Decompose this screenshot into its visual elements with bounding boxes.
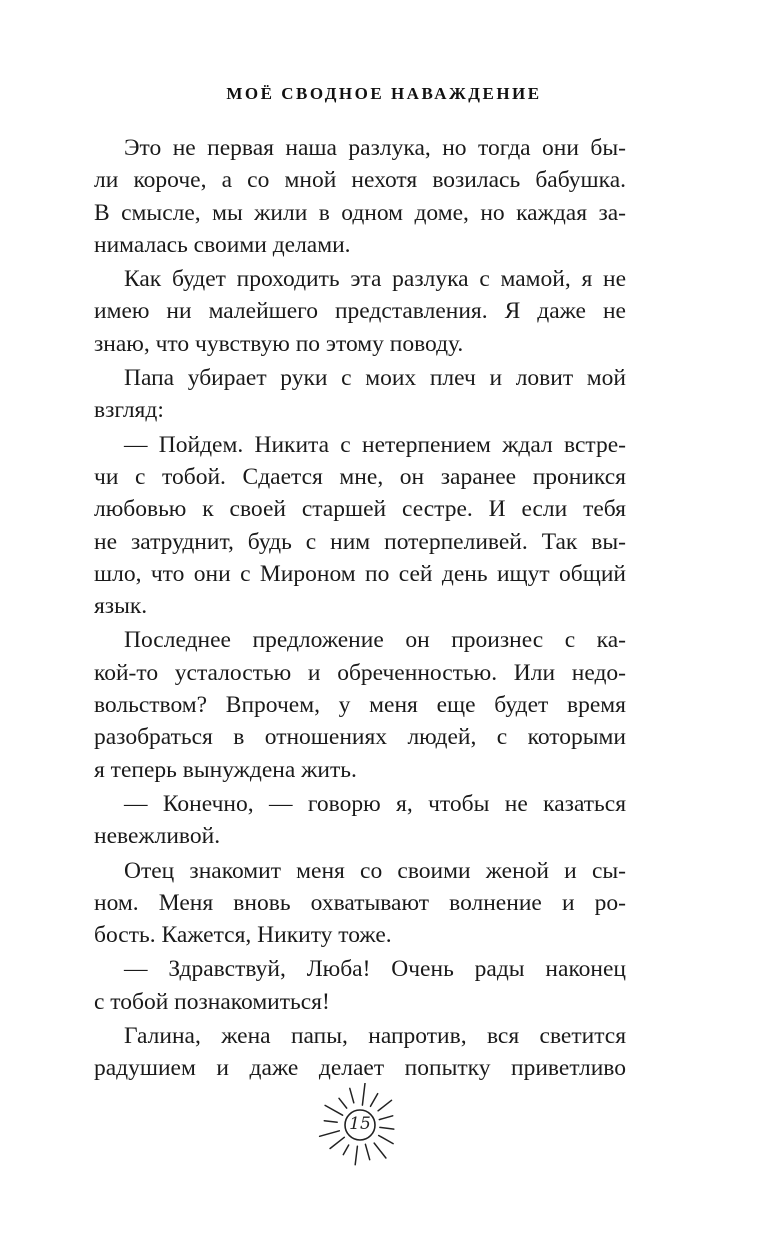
- text-line: — Пойдем. Никита с нетерпением ждал встре-: [124, 431, 626, 458]
- text-line: я теперь вынуждена жить.: [94, 756, 357, 783]
- text-line: Отец знакомит меня со своими женой и сы-: [124, 857, 626, 884]
- sun-ray: [355, 1146, 357, 1164]
- running-head: МОЁ СВОДНОЕ НАВАЖДЕНИЕ: [226, 84, 542, 103]
- text-line: не затруднит, будь с ним потерпеливей. Так вы-: [94, 528, 626, 555]
- paragraph: [94, 855, 626, 952]
- text-line: с тобой познакомиться!: [94, 988, 330, 1015]
- paragraph: [94, 953, 626, 1018]
- paragraph: [94, 624, 626, 785]
- sun-ray: [362, 1083, 365, 1105]
- text-line: Папа убирает руки с моих плеч и ловит мой: [124, 365, 626, 392]
- sun-ray: [374, 1143, 386, 1158]
- text-line: взгляд:: [94, 397, 164, 424]
- text-line: Последнее предложение он произнес с ка-: [124, 627, 626, 654]
- text-line: — Конечно, — говорю я, чтобы не казаться: [124, 790, 626, 817]
- page-number: 15: [349, 1114, 371, 1134]
- sun-ray: [378, 1100, 391, 1111]
- paragraph: [94, 132, 626, 261]
- text-line: Галина, жена папы, напротив, вся светится: [124, 1023, 626, 1050]
- sun-ray: [350, 1088, 354, 1102]
- text-line: невежливой.: [94, 823, 221, 850]
- text-line: ном. Меня вновь охватывают волнение и ро-: [94, 889, 626, 916]
- text-line: имею ни малейшего представления. Я даже не: [94, 298, 626, 325]
- paragraph: [94, 263, 626, 360]
- text-line: чи с тобой. Сдается мне, он заранее проникся: [94, 463, 626, 490]
- paragraph: [94, 429, 626, 623]
- text-line: нималась своими делами.: [94, 231, 351, 258]
- text-line: В смысле, мы жили в одном доме, но каждая за-: [94, 199, 626, 226]
- text-line: вольством? Впрочем, у меня еще будет время: [94, 692, 626, 719]
- body-text: [94, 132, 626, 1085]
- sun-ray: [343, 1145, 348, 1155]
- sun-ray: [339, 1098, 347, 1108]
- text-line: язык.: [94, 593, 148, 620]
- text-line: — Здравствуй, Люба! Очень рады наконец: [124, 956, 626, 983]
- sun-ray: [379, 1136, 393, 1144]
- text-line: знаю, что чувствую по этому поводу.: [94, 330, 464, 357]
- paragraph: [94, 1020, 626, 1085]
- page-number-ornament: [313, 1083, 407, 1173]
- text-line: кой-то усталостью и обреченностью. Или недо-: [94, 659, 626, 686]
- sun-ray: [330, 1137, 344, 1148]
- text-line: шло, что они с Мироном по сей день ищут общий: [94, 560, 626, 587]
- text-line: Как будет проходить эта разлука с мамой, я не: [124, 266, 626, 293]
- text-line: радушием и даже делает попытку приветливо: [94, 1055, 626, 1082]
- text-line: ли короче, а со мной нехотя возилась бабушка.: [94, 167, 626, 194]
- paragraph: [94, 788, 626, 853]
- text-line: Это не первая наша разлука, но тогда они бы-: [124, 135, 626, 161]
- text-line: любовью к своей старшей сестре. И если тебя: [94, 496, 626, 523]
- text-line: бость. Кажется, Никиту тоже.: [94, 922, 392, 949]
- text-line: разобраться в отношениях людей, с которыми: [94, 724, 626, 751]
- sun-ray: [365, 1144, 369, 1159]
- sun-ray: [371, 1094, 378, 1107]
- paragraph: [94, 362, 626, 427]
